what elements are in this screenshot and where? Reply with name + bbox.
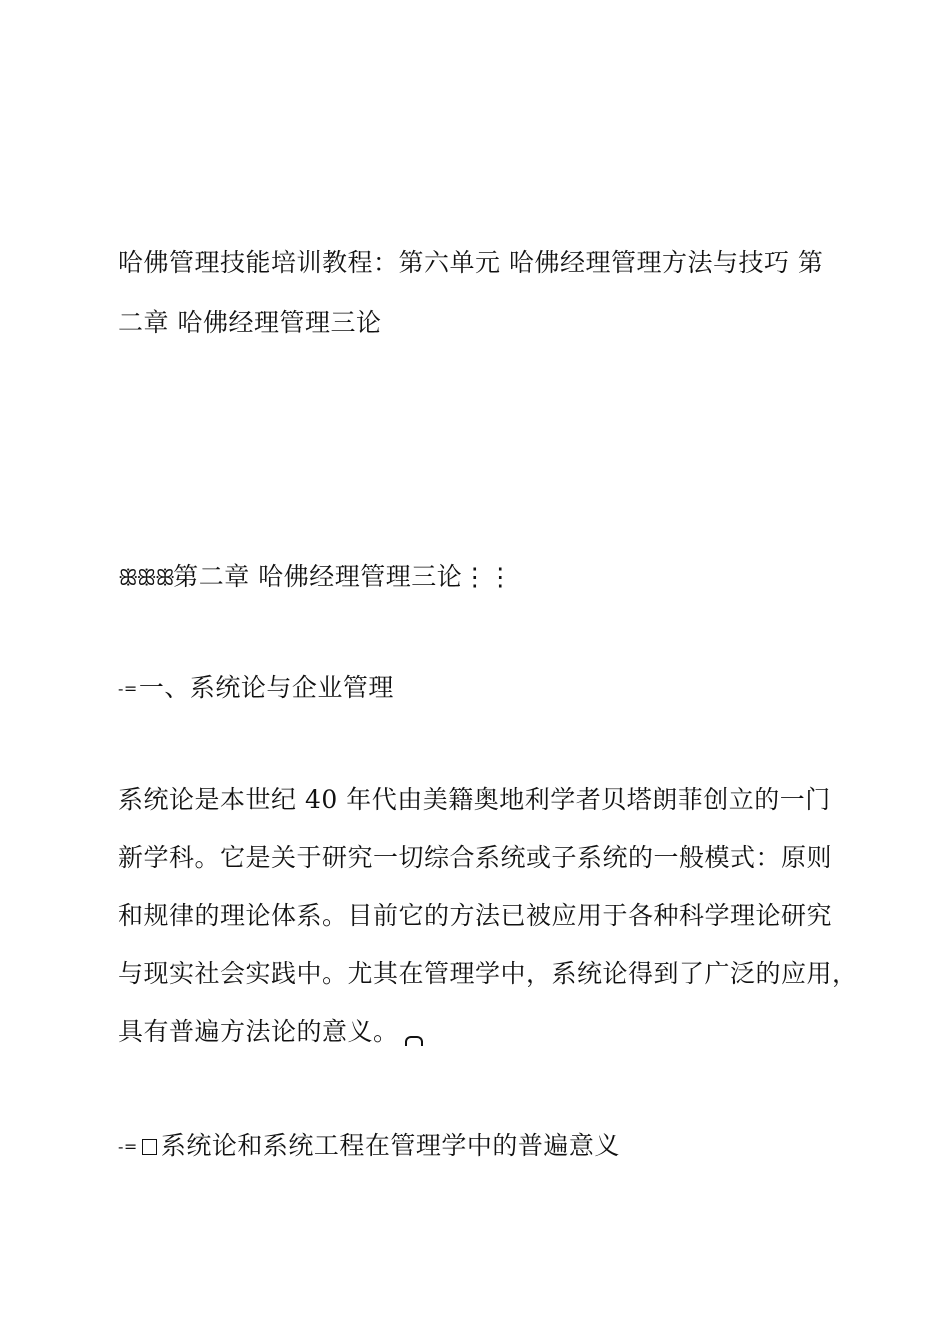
dash-mark-icon: -= (118, 679, 138, 698)
paragraph-line: 和规律的理论体系。目前它的方法已被应用于各种科学理论研究 (118, 901, 833, 930)
paragraph-line: 与现实社会实践中。尤其在管理学中，系统论得到了广泛的应用， (118, 959, 858, 988)
document-title-line-1: 哈佛管理技能培训教程：第六单元 哈佛经理管理方法与技巧 第 (118, 248, 824, 277)
document-title-line-2: 二章 哈佛经理管理三论 (118, 308, 382, 337)
paragraph-line: 新学科。它是关于研究一切综合系统或子系统的一般模式：原则 (118, 843, 833, 872)
corner-mark-icon (405, 1036, 423, 1046)
checkbox-square-icon (142, 1139, 157, 1155)
sub-heading-text: 系统论和系统工程在管理学中的普遍意义 (160, 1131, 620, 1160)
chapter-heading (118, 562, 838, 594)
section-heading (118, 673, 838, 704)
sub-heading (118, 1131, 838, 1162)
dash-mark-icon: -= (118, 1137, 138, 1156)
chapter-heading-text: 第二章 哈佛经理管理三论⋮⋮ (173, 562, 514, 591)
paragraph-line-text: 具有普遍方法论的意义。 (118, 1017, 399, 1046)
section-heading-text: 一、系统论与企业管理 (138, 673, 394, 702)
paragraph-line-last (118, 1017, 838, 1047)
paragraph-line: 系统论是本世纪 40 年代由美籍奥地利学者贝塔朗菲创立的一门 (118, 785, 831, 814)
ornament-icon: ꕥꕥꕥ (118, 566, 174, 591)
